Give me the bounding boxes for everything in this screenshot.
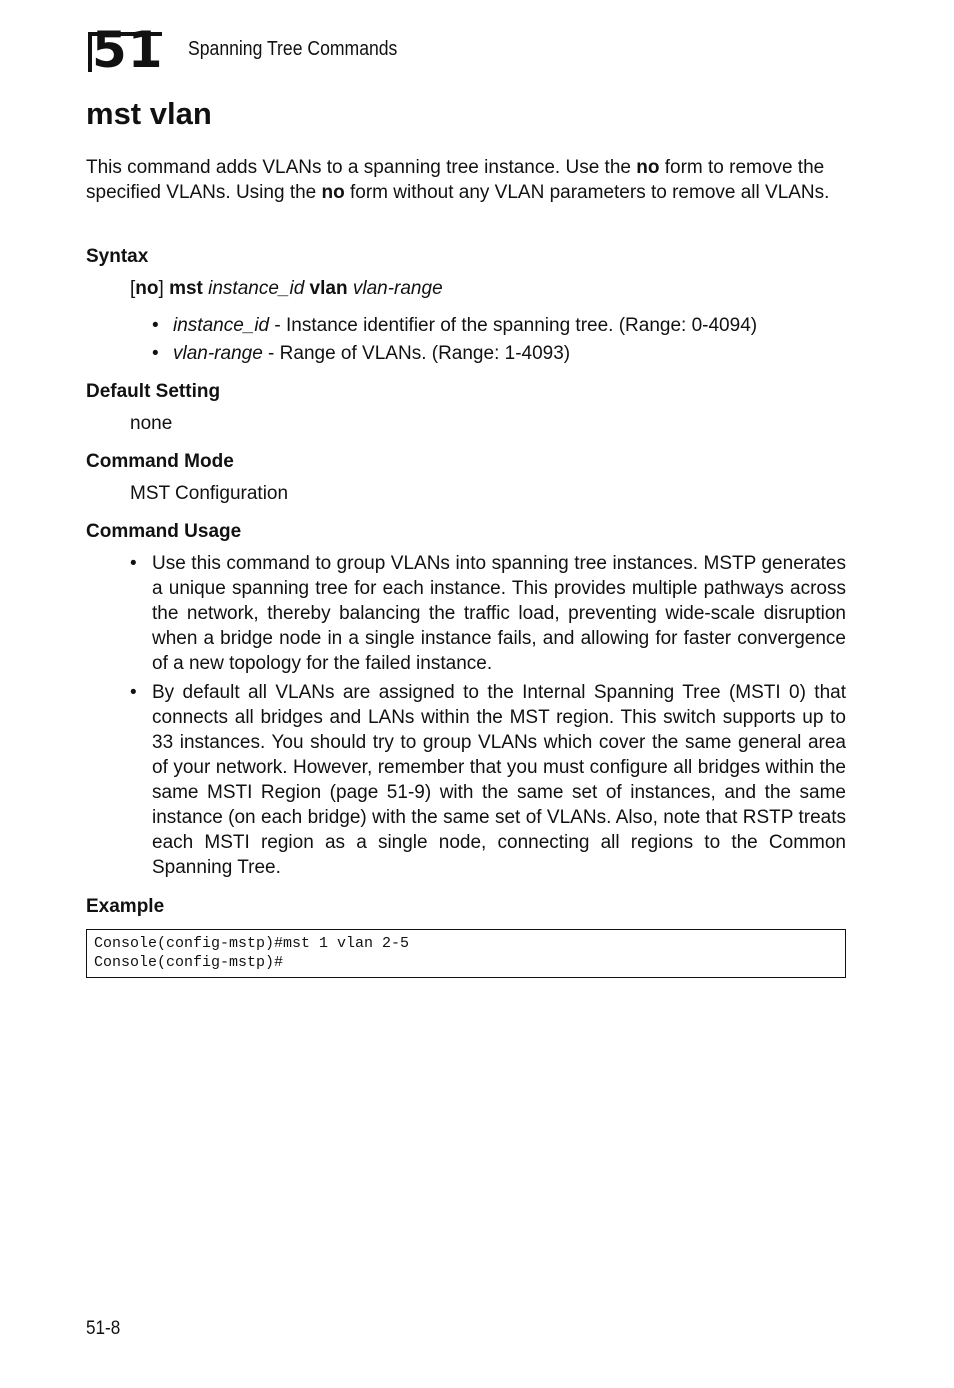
- syntax-mst: mst: [169, 278, 203, 299]
- syntax-bracket-close: ]: [158, 278, 164, 299]
- syntax-heading: Syntax: [86, 246, 149, 267]
- bullet-icon: •: [152, 343, 159, 364]
- syntax-vlan-range: vlan-range: [352, 278, 443, 299]
- command-mode-value: MST Configuration: [130, 483, 289, 504]
- intro-no-keyword-2: no: [321, 182, 345, 203]
- default-setting-heading: Default Setting: [86, 381, 221, 402]
- chapter-title: Spanning Tree Commands: [188, 38, 398, 60]
- page-number: 51-8: [86, 1318, 121, 1339]
- command-mode-heading: Command Mode: [86, 451, 234, 472]
- page-title: mst vlan: [86, 96, 212, 131]
- usage-text: By default all VLANs are assigned to the Internal Spanning Tree (MSTI 0) that connects all bridges and LANs within the MST region. This switch supports up to 33 instances. You should try to group VLANs which cover the same general area of your network. However, remember that you must configure all bridges within the same MSTI Region (page 51-9) with the same set of instances, and the same instance (on each bridge) with the same set of VLANs. Also, note that RSTP treats each MSTI region as a single node, connecting all regions to the Common Spanning Tree.: [152, 682, 846, 878]
- usage-text: Use this command to group VLANs into spanning tree instances. MSTP generates a unique spanning tree for each instance. This provides multiple pathways across the network, thereby balancing the traffic load, preventing wide-scale disruption when a bridge node in a single instance fails, and allowing for faster convergence of a new topology for the failed instance.: [152, 553, 846, 674]
- param-desc: - Instance identifier of the spanning tree. (Range: 0-4094): [269, 315, 758, 336]
- bullet-icon: •: [130, 682, 137, 703]
- bullet-icon: •: [130, 553, 137, 574]
- syntax-vlan: vlan: [309, 278, 348, 299]
- code-example: [86, 929, 846, 978]
- default-setting-value: none: [130, 413, 173, 434]
- intro-text-1: This command adds VLANs to a spanning tree instance. Use the: [86, 157, 637, 178]
- syntax-bracket-open: [: [130, 278, 136, 299]
- bullet-icon: •: [152, 315, 159, 336]
- intro-no-keyword-1: no: [636, 157, 660, 178]
- param-desc: - Range of VLANs. (Range: 1-4093): [262, 343, 571, 364]
- syntax-instance-id: instance_id: [208, 278, 305, 299]
- code-line: Console(config-mstp)#mst 1 vlan 2-5: [94, 935, 410, 952]
- chapter-number: 51: [92, 21, 164, 79]
- intro-text-2: form to remove the specified VLANs. Using the: [86, 157, 825, 203]
- param-name: instance_id: [173, 315, 270, 336]
- intro-text-3: form without any VLAN parameters to remove all VLANs.: [344, 182, 830, 203]
- command-usage-heading: Command Usage: [86, 521, 242, 542]
- param-name: vlan-range: [173, 343, 263, 364]
- example-heading: Example: [86, 896, 165, 917]
- code-line: Console(config-mstp)#: [94, 954, 284, 971]
- syntax-line: [130, 276, 443, 301]
- intro-paragraph: [86, 155, 856, 205]
- syntax-no: no: [135, 278, 159, 299]
